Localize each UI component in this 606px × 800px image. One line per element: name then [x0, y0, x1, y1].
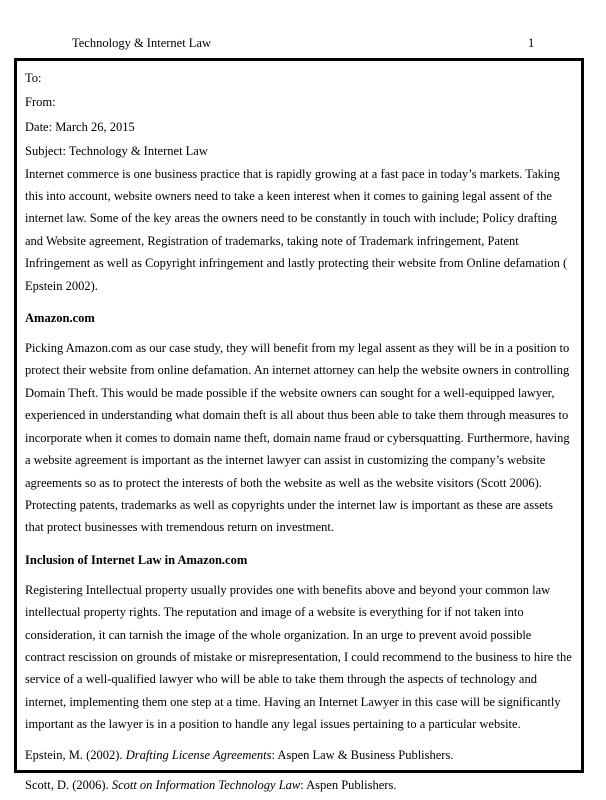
page-number: 1 — [528, 36, 535, 50]
memo-subject: Subject: Technology & Internet Law — [25, 144, 208, 159]
reference-author: Epstein, M. (2002). — [25, 747, 126, 762]
section-heading-amazon: Amazon.com — [25, 311, 95, 326]
memo-to: To: — [25, 71, 42, 85]
reference-author: Scott, D. (2006). — [25, 777, 112, 792]
intro-paragraph: Internet commerce is one business practice that is rapidly growing at a fast pace in today’s markets. Taking this into account, website owners need to take a keen interest when it comes to gaining legal assent of the internet law. Some of the key areas the owners need to be constantly in touch with include; Policy drafting and Website agreement, Registration of trademarks, taking note of Trademark infringement, Patent Infringement as well as Copyright infringement and lastly protecting their website from Online defamation ( Epstein 2002). — [25, 166, 568, 293]
section-body-inclusion: Registering Intellectual property usually provides one with benefits above and beyond your common law intellectual property rights. The reputation and image of a website is everything for if not taken into consideration, it can tarnish the image of the whole organization. In an urge to prevent avoid possible contract rescission on grounds of mistake or misrepresentation, I could recommend to the business to hire the service of a well-qualified lawyer who will be able to take them through the aspects of technology and internet, implementing them one step at a time. Having an Internet Lawyer in this case will be significantly important as the lawyer is in a position to handle any legal issues pertaining to a particular website. — [25, 582, 572, 732]
reference-epstein — [25, 744, 573, 766]
reference-title: Drafting License Agreements — [125, 747, 272, 762]
memo-date: Date: March 26, 2015 — [25, 119, 135, 134]
section-body-amazon: Picking Amazon.com as our case study, they will benefit from my legal assent as they will be in a position to protect their website from online defamation. An internet attorney can help the website owners in controlling Domain Theft. This would be made possible if the website owners can sought for a well-equipped lawyer, experienced in understanding what domain theft is all about thus been able to take them through measures to incorporate when it comes to domain name theft, domain name fraud or cybersquatting. Furthermore, having a website agreement is important as the internet lawyer can assist in customizing the company’s website agreements so as to protect the interests of both the website as well as the website visitors (Scott 2006). Protecting patents, trademarks as well as copyrights under the internet law is important as these are assets that protect businesses with tremendous return on investment. — [25, 341, 570, 535]
reference-title: Scott on Information Technology Law — [111, 777, 301, 792]
section-heading-inclusion: Inclusion of Internet Law in Amazon.com — [25, 552, 248, 567]
reference-scott — [25, 774, 573, 796]
reference-publisher: : Aspen Publishers. — [300, 777, 397, 792]
reference-publisher: : Aspen Law & Business Publishers. — [271, 747, 454, 762]
memo-from: From: — [25, 95, 56, 110]
memo-box — [14, 58, 584, 792]
running-head: Technology & Internet Law — [72, 36, 212, 50]
